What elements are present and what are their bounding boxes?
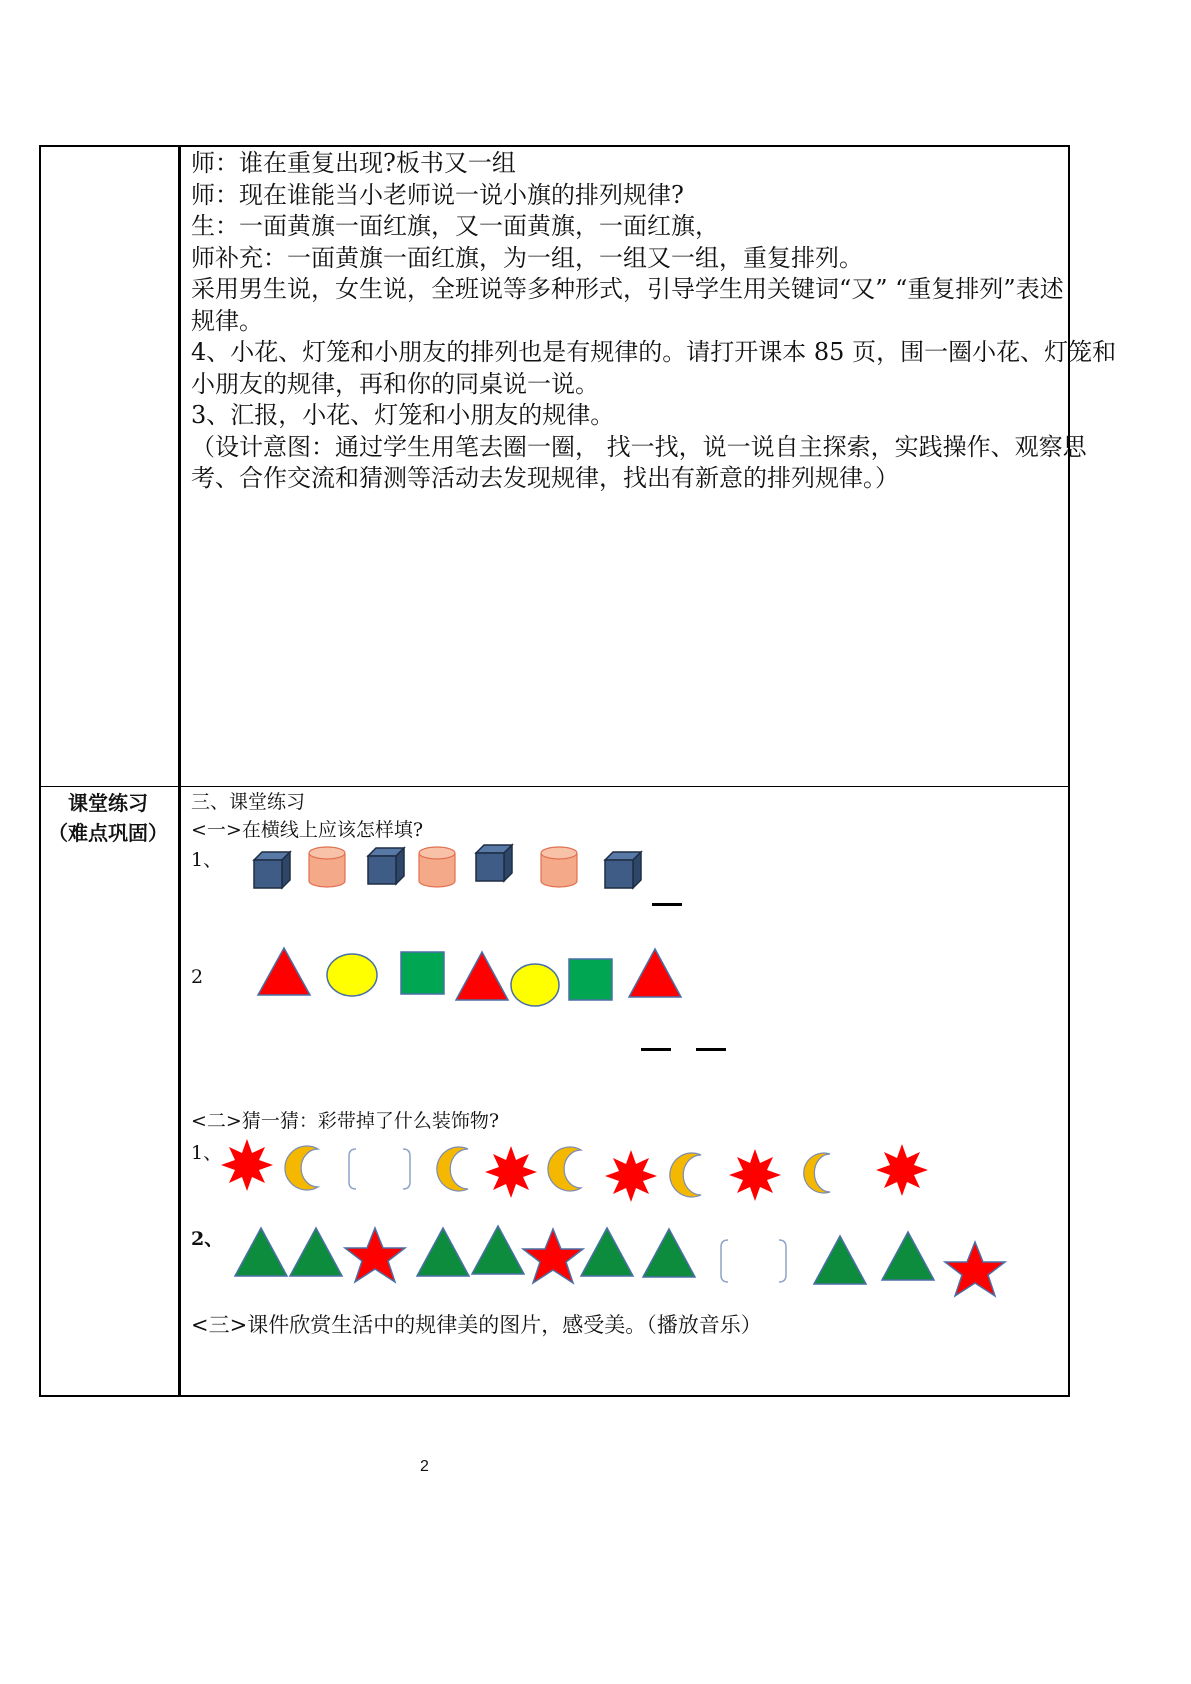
cube-icon — [605, 852, 641, 888]
red-star-icon — [945, 1242, 1005, 1296]
yellow-circle-icon — [327, 954, 377, 996]
text-line: 3、汇报，小花、灯笼和小朋友的规律。 — [191, 401, 615, 429]
green-triangle-icon — [417, 1228, 469, 1276]
red-triangle-icon — [258, 948, 310, 995]
text-line: 师：谁在重复出现?板书又一组 — [191, 149, 516, 177]
text-line: 小朋友的规律，再和你的同桌说一说。 — [191, 369, 599, 398]
question-1-item-2-label: 2 — [191, 966, 204, 988]
cube-icon — [476, 845, 512, 881]
red-triangle-icon — [629, 949, 681, 997]
green-triangle-icon — [235, 1228, 287, 1276]
question-3-title: <三>课件欣赏生活中的规律美的图片，感受美。（播放音乐） — [191, 1313, 762, 1337]
answer-blank-line — [641, 1048, 671, 1051]
moon-icon — [437, 1147, 468, 1191]
sun-icon — [485, 1146, 537, 1198]
cylinder-icon — [541, 847, 577, 887]
text-line: 采用男生说，女生说，全班说等多种形式，引导学生用关键词“又” “重复排列”表述 — [191, 275, 1064, 303]
page-number: 2 — [420, 1458, 429, 1475]
moon-icon — [285, 1146, 318, 1190]
question-2-item-1-label: 1、 — [191, 1142, 223, 1164]
green-square-icon — [401, 952, 444, 994]
question-1-title: <一>在横线上应该怎样填? — [191, 819, 424, 841]
answer-blank-line — [696, 1048, 726, 1051]
green-triangle-icon — [581, 1228, 633, 1276]
red-triangle-icon — [456, 952, 508, 1000]
text-line: （设计意图：通过学生用笔去圈一圈， 找一找，说一说自主探索，实践操作、观察思 — [191, 432, 1087, 461]
section-title: 三、课堂练习 — [191, 791, 306, 813]
text-line: 规律。 — [191, 306, 263, 335]
green-triangle-icon — [472, 1226, 524, 1274]
green-triangle-icon — [882, 1232, 934, 1280]
text-line: 4、小花、灯笼和小朋友的排列也是有规律的。请打开课本 85 页，围一圈小花、灯笼和 — [191, 338, 1117, 366]
question-1-item-1-label: 1、 — [191, 849, 223, 871]
text-line: 师：现在谁能当小老师说一说小旗的排列规律? — [191, 180, 684, 209]
red-star-icon — [345, 1228, 405, 1282]
sun-icon — [605, 1150, 657, 1202]
moon-icon — [548, 1147, 581, 1191]
green-triangle-icon — [643, 1229, 695, 1277]
empty-frame-icon — [721, 1240, 786, 1282]
empty-frame-icon — [349, 1149, 410, 1189]
sun-icon — [729, 1149, 781, 1201]
red-star-icon — [523, 1229, 583, 1283]
answer-blank-line — [652, 903, 682, 906]
question-2-item-2-label: 2、 — [191, 1228, 224, 1250]
text-line: 师补充：一面黄旗一面红旗，为一组，一组又一组，重复排列。 — [191, 243, 863, 272]
sun-icon — [876, 1144, 928, 1196]
row-header-title: 课堂练习 — [68, 791, 148, 815]
cube-icon — [368, 848, 404, 884]
row-header-subtitle: （难点巩固） — [48, 821, 168, 845]
yellow-circle-icon — [511, 964, 559, 1006]
cylinder-icon — [309, 847, 345, 887]
text-line: 考、合作交流和猜测等活动去发现规律，找出有新意的排列规律。） — [191, 464, 899, 492]
moon-icon — [670, 1153, 701, 1197]
sun-icon — [221, 1139, 273, 1191]
cylinder-icon — [419, 847, 455, 887]
cube-icon — [254, 852, 290, 888]
moon-icon — [804, 1153, 830, 1193]
green-triangle-icon — [290, 1228, 342, 1276]
question-2-title: <二>猜一猜：彩带掉了什么装饰物? — [191, 1110, 500, 1132]
text-line: 生：一面黄旗一面红旗，又一面黄旗，一面红旗， — [191, 212, 719, 240]
green-square-icon — [569, 959, 612, 1000]
green-triangle-icon — [814, 1236, 866, 1284]
